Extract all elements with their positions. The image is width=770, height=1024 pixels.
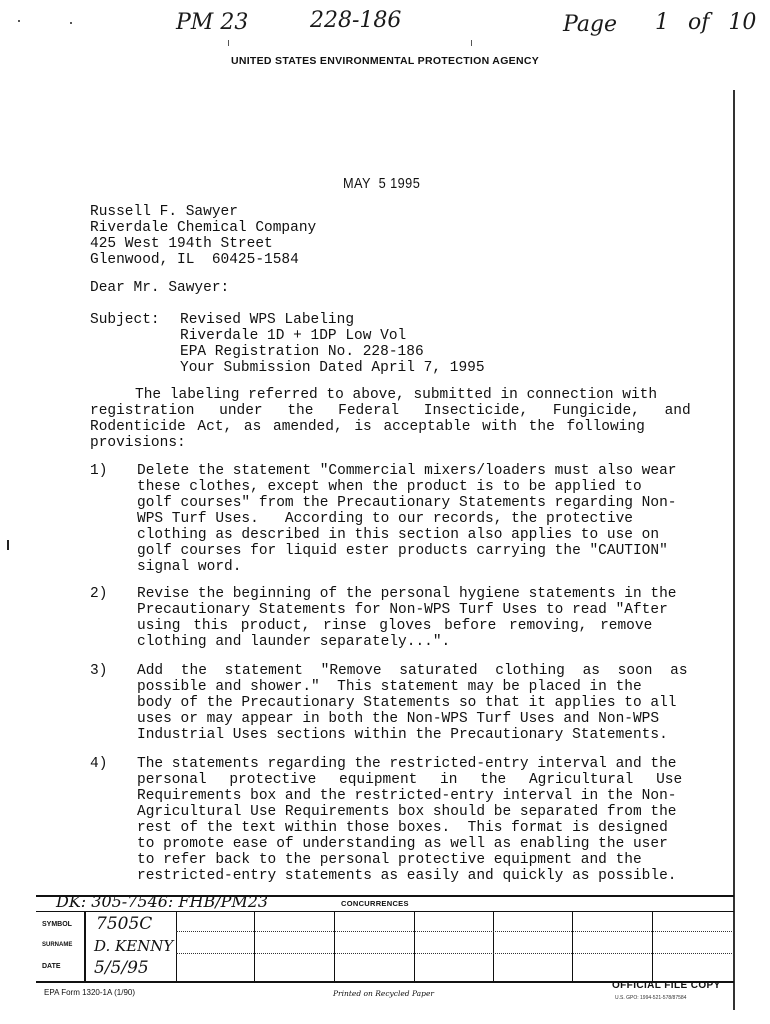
provision-line: body of the Precautionary Statements so that it applies to all [137,695,677,711]
form-column-divider [652,911,653,983]
subject-line: Riverdale 1D + 1DP Low Vol [180,328,407,344]
provision-line: Precautionary Statements for Non-WPS Turf Uses to read "After [137,602,668,618]
provision-line: golf courses" from the Precautionary Statements regarding Non- [137,495,677,511]
docket-handwritten: DK: 305-7546: FHB/PM23 [56,892,269,911]
form-column-divider [334,911,335,983]
provision-line: The statements regarding the restricted-entry interval and the [137,756,677,772]
form-column-divider [176,911,177,983]
form-column-divider [572,911,573,983]
provision-line: uses or may appear in both the Non-WPS Turf Uses and Non-WPS [137,711,660,727]
handwritten-pm-number: PM 23 [176,10,249,35]
subject-line: EPA Registration No. 228-186 [180,344,424,360]
concurrence-form [36,892,734,983]
provision-line: Revise the beginning of the personal hygiene statements in the [137,586,677,602]
scan-mark [70,22,72,24]
handwritten-page-label: Page [563,12,618,37]
intro-paragraph [90,387,691,451]
provision-line: Industrial Uses sections within the Precautionary Statements. [137,727,668,743]
agency-letterhead: UNITED STATES ENVIRONMENTAL PROTECTION AGENCY [230,55,540,67]
symbol-value: 7505C [96,914,153,934]
salutation: Dear Mr. Sawyer: [90,280,230,296]
intro-line: Rodenticide Act, as amended, is acceptable with the following [90,419,645,435]
recipient-address [90,204,316,268]
scan-mark [18,20,20,22]
symbol-row-label: SYMBOL [42,921,72,928]
provision-line: rest of the text within those boxes. This format is designed [137,820,668,836]
recipient-name: Russell F. Sawyer [90,204,238,220]
date-row-label: DATE [42,963,61,970]
surname-row-label: SURNAME [42,942,73,948]
recipient-city: Glenwood, IL 60425-1584 [90,252,299,268]
intro-line: registration under the Federal Insecticide, Fungicide, and [90,403,691,419]
provision-line: restricted-entry statements as easily and quickly as possible. [137,868,677,884]
subject-line: Your Submission Dated April 7, 1995 [180,360,485,376]
surname-value: D. KENNY [94,937,174,955]
provision-number: 2) [90,586,108,602]
subject-label: Subject: [90,312,160,328]
provision-number: 3) [90,663,108,679]
provision-line: clothing as described in this section also applies to use on [137,527,660,543]
provision-line: possible and shower." This statement may be placed in the [137,679,642,695]
handwritten-page-number: 1 of 10 [655,10,757,35]
concurrences-label: CONCURRENCES [341,899,409,908]
form-rule [36,911,734,912]
letter-date: MAY 5 1995 [343,175,421,192]
provision-line: these clothes, except when the product is to be applied to [137,479,642,495]
epa-form-number: EPA Form 1320-1A (1/90) [44,988,136,997]
provision-line: personal protective equipment in the Agricultural Use [137,772,683,788]
recycled-paper-note: Printed on Recycled Paper [333,989,434,998]
form-dotted-line [176,953,734,954]
provision-line: using this product, rinse gloves before removing, remove [137,618,653,634]
form-column-divider [254,911,255,983]
scan-edge-line [733,90,735,1010]
intro-line: The labeling referred to above, submitted in connection with [135,387,658,403]
provision-line: Requirements box and the restricted-entry interval in the Non- [137,788,677,804]
provision-line: signal word. [137,559,242,575]
provision-line: to promote ease of understanding as well as enabling the user [137,836,668,852]
scan-mark [471,40,472,46]
handwritten-registration-number: 228-186 [310,8,402,33]
provision-line: golf courses for liquid ester products carrying the "CAUTION" [137,543,668,559]
provision-line: clothing and launder separately...". [137,634,451,650]
provision-line: Add the statement "Remove saturated clothing as soon as [137,663,688,679]
provision-number: 1) [90,463,108,479]
provision-line: Delete the statement "Commercial mixers/loaders must also wear [137,463,677,479]
intro-line: provisions: [90,435,186,451]
form-column-divider [414,911,415,983]
scan-mark [228,40,229,46]
provision-line: Agricultural Use Requirements box should be separated from the [137,804,677,820]
provision-number: 4) [90,756,108,772]
date-value: 5/5/95 [94,958,149,978]
form-column-divider [84,911,86,983]
provision-line: WPS Turf Uses. According to our records, the protective [137,511,633,527]
subject-line: Revised WPS Labeling [180,312,355,328]
margin-mark [7,540,9,550]
recipient-street: 425 West 194th Street [90,236,273,252]
official-file-copy: OFFICIAL FILE COPY [612,980,721,991]
gpo-print-code: U.S. GPO: 1994-521-578/87584 [615,995,687,1001]
form-column-divider [493,911,494,983]
recipient-company: Riverdale Chemical Company [90,220,317,236]
provision-line: to refer back to the personal protective equipment and the [137,852,642,868]
form-dotted-line [176,931,734,932]
